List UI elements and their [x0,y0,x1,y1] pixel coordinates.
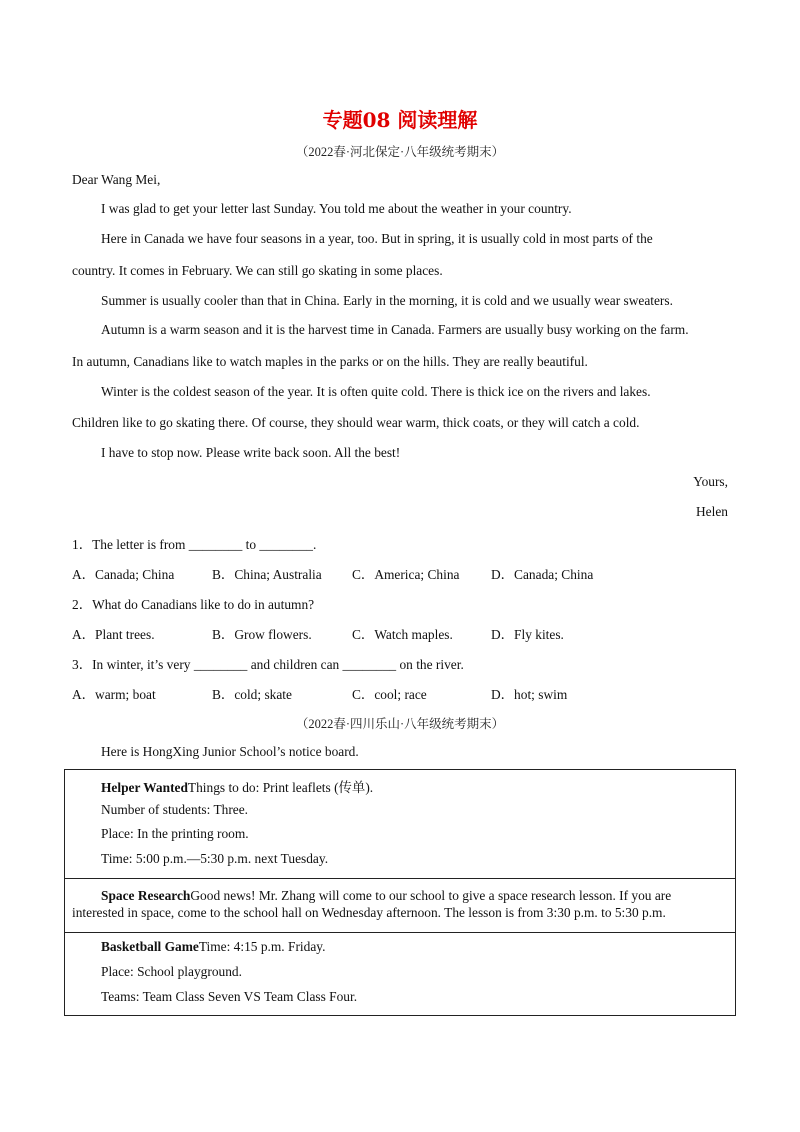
notice-text: Number of students: Three. [101,802,249,817]
source-note-1: （2022春·河北保定·八年级统考期末） [295,145,505,159]
letter-line: Winter is the coldest season of the year. It is often quite cold. There is thick ice on the rivers and lakes. [101,384,651,399]
question-option: D．Canada; China [491,567,594,582]
notice-helper-wanted [65,770,735,878]
letter-line: I have to stop now. Please write back soon. All the best! [101,445,401,460]
notice-board [64,769,736,1016]
letter-greeting: Dear Wang Mei, [72,172,161,187]
notice-space-research [65,878,735,932]
notice-intro: Here is HongXing Junior School’s notice board. [101,744,359,759]
letter-line: Autumn is a warm season and it is the harvest time in Canada. Farmers are usually busy working on the farm. [101,322,689,337]
question-option: B．China; Australia [212,567,322,582]
question-option: B．Grow flowers. [212,627,312,642]
question-option: B．cold; skate [212,687,292,702]
question-option: A．warm; boat [72,687,156,702]
notice-heading: Space Research [101,888,191,903]
letter-line: I was glad to get your letter last Sunday. You told me about the weather in your country. [101,201,572,216]
letter-line: country. It comes in February. We can still go skating in some places. [72,263,443,278]
question-option: C．Watch maples. [352,627,453,642]
question-option: C．America; China [352,567,460,582]
question-option: A．Canada; China [72,567,175,582]
letter-closing: Yours, [693,474,728,489]
question-option: D．Fly kites. [491,627,564,642]
notice-basketball-game [65,932,735,1015]
letter-line: Summer is usually cooler than that in China. Early in the morning, it is cold and we usually wear sweaters. [101,293,673,308]
notice-text: Good news! Mr. Zhang will come to our school to give a space research lesson. If you are interested in space, come to the school hall on Wednesday afternoon. The lesson is from 3:30 p.m. to 5:30 p.m. [72,888,672,920]
page-title: 专题08 阅读理解 [322,108,478,132]
notice-text: Time: 5:00 p.m.—5:30 p.m. next Tuesday. [101,851,329,866]
question-stem: 3．In winter, it’s very ________ and children can ________ on the river. [72,657,464,672]
notice-text: Things to do: Print leaflets (传单). [187,780,374,795]
notice-text: Place: In the printing room. [101,826,249,841]
notice-text: Teams: Team Class Seven VS Team Class Four. [101,989,358,1004]
question-option: C．cool; race [352,687,427,702]
letter-line: In autumn, Canadians like to watch maples in the parks or on the hills. They are really beautiful. [72,354,588,369]
question-option: A．Plant trees. [72,627,155,642]
notice-heading: Basketball Game [101,939,199,954]
notice-heading: Helper Wanted [101,780,188,795]
source-note-2: （2022春·四川乐山·八年级统考期末） [295,717,505,731]
letter-line: Children like to go skating there. Of course, they should wear warm, thick coats, or they will catch a cold. [72,415,640,430]
letter-signature: Helen [696,504,728,519]
question-stem: 2．What do Canadians like to do in autumn? [72,597,315,612]
notice-text: Place: School playground. [101,964,242,979]
notice-text: Time: 4:15 p.m. Friday. [198,939,326,954]
question-option: D．hot; swim [491,687,568,702]
question-stem: 1．The letter is from ________ to ________. [72,537,317,552]
letter-line: Here in Canada we have four seasons in a year, too. But in spring, it is usually cold in most parts of the [101,231,653,246]
